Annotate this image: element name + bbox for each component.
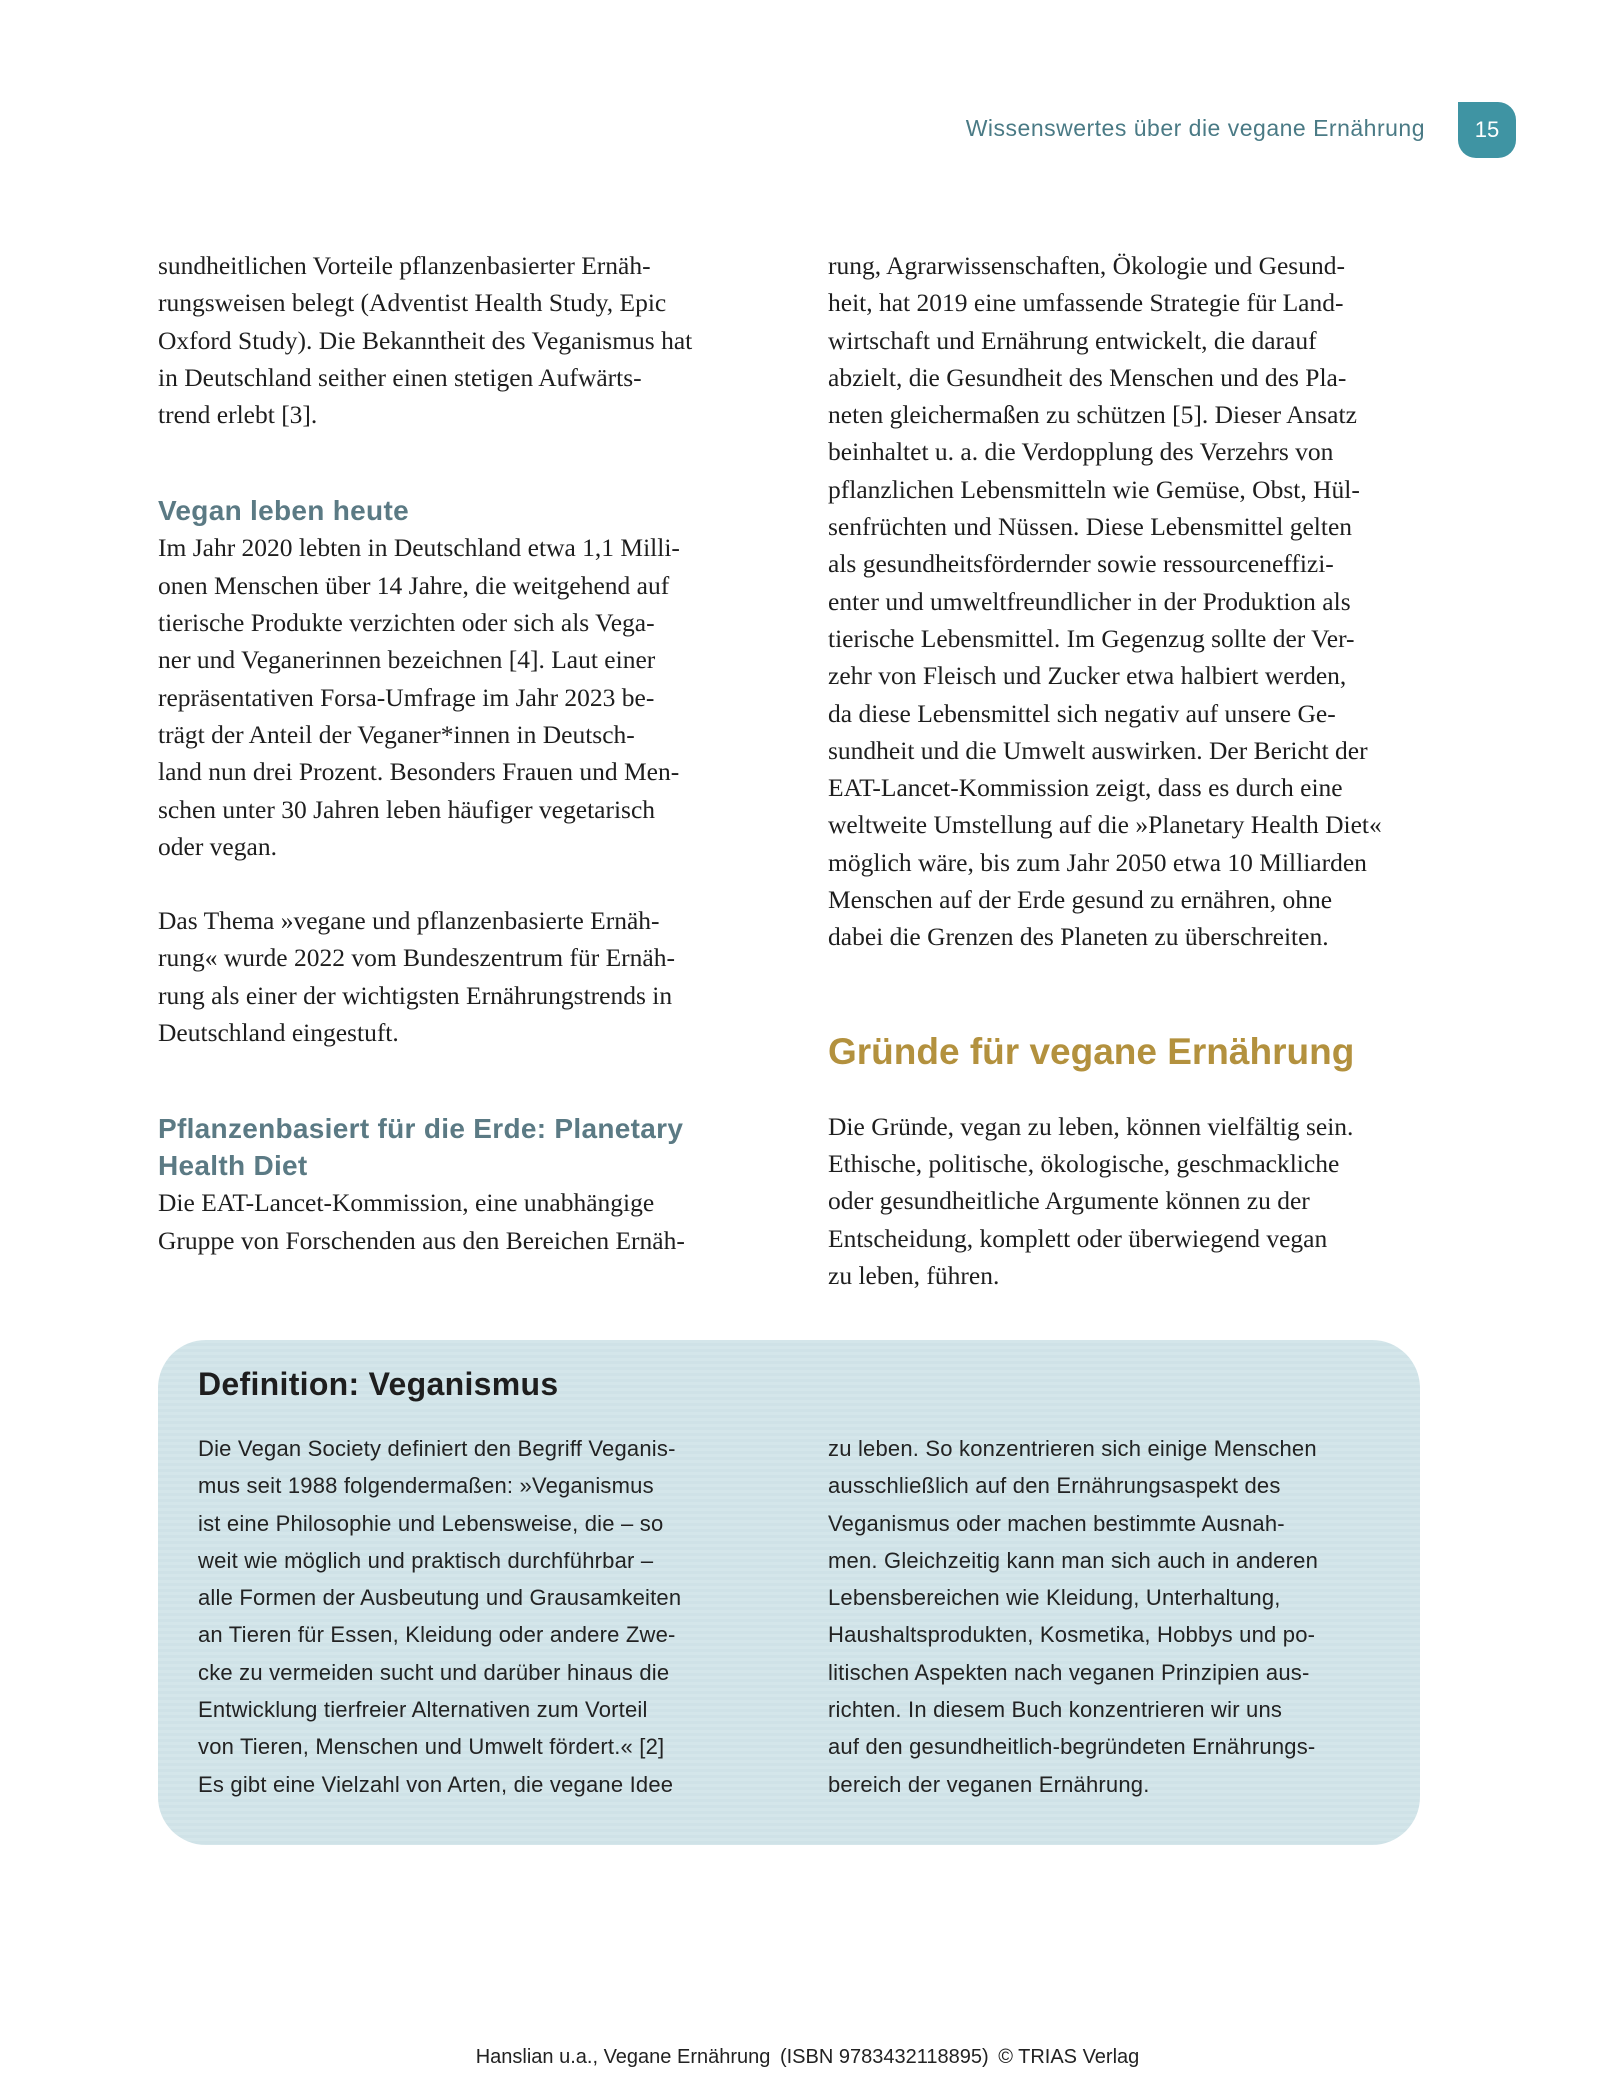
- line: bereich der veganen Ernährung.: [828, 1771, 1150, 1797]
- right-column: [828, 247, 1428, 1294]
- line: Entscheidung, komplett oder überwiegend vegan: [828, 1223, 1328, 1253]
- line: zehr von Fleisch und Zucker etwa halbiert werden,: [828, 661, 1347, 691]
- line: rung als einer der wichtigsten Ernährungstrends in: [158, 980, 673, 1010]
- line: weit wie möglich und praktisch durchführbar –: [198, 1547, 654, 1573]
- line: alle Formen der Ausbeutung und Grausamkeiten: [198, 1585, 682, 1611]
- footer-isbn: (ISBN 9783432118895): [779, 2046, 989, 2068]
- section-paragraph: [158, 1184, 758, 1259]
- line: oder vegan.: [158, 831, 277, 861]
- line: enter und umweltfreundlicher in der Produktion als: [828, 586, 1351, 616]
- line: senfrüchten und Nüssen. Diese Lebensmittel gelten: [828, 512, 1353, 542]
- line: ner und Veganerinnen bezeichnen [4]. Laut einer: [158, 645, 656, 675]
- line: Health Diet: [158, 1150, 308, 1182]
- running-title: Wissenswertes über die vegane Ernährung: [965, 115, 1425, 141]
- line: von Tieren, Menschen und Umwelt fördert.« [2]: [198, 1734, 665, 1760]
- left-column: [158, 247, 758, 1259]
- line: land nun drei Prozent. Besonders Frauen und Men-: [158, 757, 680, 787]
- line: cke zu vermeiden sucht und darüber hinaus die: [198, 1659, 670, 1685]
- page-number-badge: [1458, 102, 1516, 158]
- line: dabei die Grenzen des Planeten zu überschreiten.: [828, 922, 1329, 952]
- line: Veganismus oder machen bestimmte Ausnah-: [828, 1510, 1285, 1536]
- line: schen unter 30 Jahren leben häufiger vegetarisch: [158, 794, 656, 824]
- line: tierische Lebensmittel. Im Gegenzug sollte der Ver-: [828, 623, 1355, 653]
- line: richten. In diesem Buch konzentrieren wir uns: [828, 1697, 1283, 1723]
- line: auf den gesundheitlich-begründeten Ernährungs-: [828, 1734, 1316, 1760]
- line: trend erlebt [3].: [158, 400, 318, 430]
- definition-box: [158, 1340, 1420, 1845]
- continued-paragraph: [828, 247, 1428, 956]
- footer-book: Hanslian u.a., Vegane Ernährung: [475, 2046, 771, 2068]
- line: als gesundheitsfördernder sowie ressourceneffizi-: [828, 549, 1334, 579]
- line: Ethische, politische, ökologische, geschmackliche: [828, 1148, 1340, 1178]
- line: da diese Lebensmittel sich negativ auf unsere Ge-: [828, 698, 1336, 728]
- line: neten gleichermaßen zu schützen [5]. Dieser Ansatz: [828, 400, 1357, 430]
- line: wirtschaft und Ernährung entwickelt, die darauf: [828, 325, 1317, 355]
- definition-right-column: [828, 1430, 1388, 1803]
- line: Die Vegan Society definiert den Begriff Veganis-: [198, 1436, 676, 1461]
- line: Oxford Study). Die Bekanntheit des Veganismus hat: [158, 325, 693, 355]
- line: Gruppe von Forschenden aus den Bereichen Ernäh-: [158, 1225, 685, 1255]
- definition-paragraph: [198, 1430, 758, 1803]
- line: Die EAT-Lancet-Kommission, eine unabhängige: [158, 1188, 655, 1218]
- line: Im Jahr 2020 lebten in Deutschland etwa 1,1 Milli-: [158, 533, 680, 563]
- line: litischen Aspekten nach veganen Prinzipien aus-: [828, 1659, 1310, 1685]
- line: sundheit und die Umwelt auswirken. Der Bericht der: [828, 735, 1368, 765]
- line: Pflanzenbasiert für die Erde: Planetary: [158, 1113, 684, 1145]
- intro-paragraph: [158, 247, 758, 433]
- line: Deutschland eingestuft.: [158, 1018, 399, 1048]
- footer-citation: [0, 2046, 1615, 2069]
- line: zu leben. So konzentrieren sich einige Menschen: [828, 1436, 1317, 1461]
- line: rung« wurde 2022 vom Bundeszentrum für Ernäh-: [158, 943, 675, 973]
- line: Lebensbereichen wie Kleidung, Unterhaltung,: [828, 1585, 1281, 1611]
- line: Das Thema »vegane und pflanzenbasierte Ernäh-: [158, 906, 660, 936]
- footer-publisher: © TRIAS Verlag: [998, 2046, 1140, 2068]
- line: oder gesundheitliche Argumente können zu der: [828, 1186, 1310, 1216]
- section-paragraph: [828, 1108, 1428, 1294]
- line: Es gibt eine Vielzahl von Arten, die vegane Idee: [198, 1771, 674, 1797]
- line: weltweite Umstellung auf die »Planetary Health Diet«: [828, 810, 1382, 840]
- line: möglich wäre, bis zum Jahr 2050 etwa 10 Milliarden: [828, 847, 1367, 877]
- line: repräsentativen Forsa-Umfrage im Jahr 2023 be-: [158, 682, 655, 712]
- line: abzielt, die Gesundheit des Menschen und des Pla-: [828, 362, 1347, 392]
- section-heading-gruende: Gründe für vegane Ernährung: [828, 1030, 1355, 1072]
- page-number: 15: [1474, 117, 1500, 142]
- line: zu leben, führen.: [828, 1260, 1000, 1290]
- line: pflanzlichen Lebensmitteln wie Gemüse, Obst, Hül-: [828, 474, 1360, 504]
- line: Haushaltsprodukten, Kosmetika, Hobbys und po-: [828, 1622, 1316, 1648]
- line: ausschließlich auf den Ernährungsaspekt des: [828, 1473, 1281, 1499]
- line: heit, hat 2019 eine umfassende Strategie für Land-: [828, 288, 1344, 318]
- line: tierische Produkte verzichten oder sich als Vega-: [158, 608, 655, 638]
- line: rung, Agrarwissenschaften, Ökologie und Gesund-: [828, 251, 1345, 280]
- line: EAT-Lancet-Kommission zeigt, dass es durch eine: [828, 773, 1343, 803]
- line: sundheitlichen Vorteile pflanzenbasierter Ernäh-: [158, 251, 651, 280]
- section-paragraph: [158, 529, 758, 865]
- section-paragraph: [158, 902, 758, 1051]
- definition-left-column: [198, 1430, 758, 1803]
- line: an Tieren für Essen, Kleidung oder andere Zwe-: [198, 1622, 676, 1648]
- section-heading-planetary-health-diet: [158, 1110, 758, 1184]
- line: ist eine Philosophie und Lebensweise, die – so: [198, 1510, 664, 1536]
- line: mus seit 1988 folgendermaßen: »Veganismus: [198, 1473, 654, 1499]
- line: trägt der Anteil der Veganer*innen in Deutsch-: [158, 719, 635, 749]
- section-heading-vegan-leben-heute: Vegan leben heute: [158, 495, 409, 527]
- line: rungsweisen belegt (Adventist Health Study, Epic: [158, 288, 667, 318]
- line: Menschen auf der Erde gesund zu ernähren, ohne: [828, 885, 1333, 915]
- line: Die Gründe, vegan zu leben, können vielfältig sein.: [828, 1111, 1354, 1141]
- definition-paragraph: [828, 1430, 1388, 1803]
- line: onen Menschen über 14 Jahre, die weitgehend auf: [158, 570, 670, 600]
- line: in Deutschland seither einen stetigen Aufwärts-: [158, 362, 642, 392]
- definition-title: Definition: Veganismus: [198, 1366, 559, 1402]
- line: beinhaltet u. a. die Verdopplung des Verzehrs von: [828, 437, 1334, 467]
- line: men. Gleichzeitig kann man sich auch in anderen: [828, 1547, 1319, 1573]
- line: Entwicklung tierfreier Alternativen zum Vorteil: [198, 1697, 648, 1723]
